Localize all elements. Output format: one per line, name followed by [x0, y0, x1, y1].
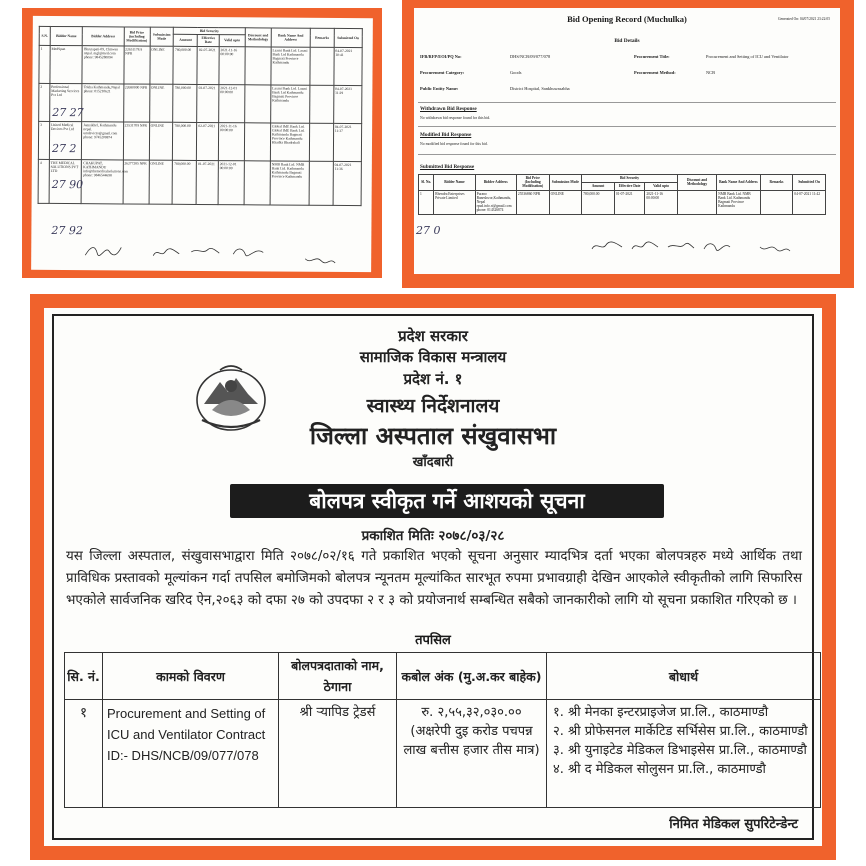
rec-disc [677, 190, 716, 214]
scan-cell-price: 23531709 NPR [123, 122, 149, 160]
rec-h-sn: Sl. No. [419, 175, 434, 191]
scan-h-name: Bidder Name [50, 26, 83, 45]
scan-cell-valid: 2021-11-16 00:00:00 [218, 122, 244, 160]
scan-h-eff: Effective Date [197, 35, 219, 47]
scan-h-valid: Valid upto [219, 35, 245, 47]
scan-cell-address: Jamsikhel, Kathmandu nepal. umdevices@gmail.com phone: 9745200874 [82, 121, 123, 159]
scan-cell-remarks [310, 85, 334, 123]
table-row [38, 159, 361, 205]
scan-cell-disc [245, 84, 271, 122]
scan-cell-remarks [310, 47, 334, 85]
category-row [420, 70, 464, 75]
modified-note: No modified bid response found for this bid. [420, 142, 488, 146]
rec-address: Purano Baneshwor,Kathmandu, Nepal rpud.info.rt@gmail.com phone: 014326874 [475, 190, 516, 214]
withdrawn-heading: Withdrawn Bid Response [420, 106, 477, 112]
scan-hand-1: 27 27 [52, 105, 84, 120]
signature-2 [151, 245, 181, 259]
notice-line-4: स्वास्थ्य निर्देशनालय [366, 395, 500, 417]
rec-h-discount: Discount and Methodology [677, 175, 716, 191]
scan-cell-price: 26277285 NPR [123, 160, 149, 204]
scan-cell-mode: ONLINE [149, 160, 173, 204]
scan-cell-mode: ONLINE [149, 84, 173, 122]
rec-h-address: Bidder Address [475, 175, 516, 191]
rec-h-valid: Valid upto [645, 182, 678, 190]
rec-hand: 27 0 [416, 224, 441, 237]
rec-name: Rhendra Enterprises Private Limited [434, 190, 475, 214]
entity-row [420, 86, 458, 91]
scan-cell-bank: NMB Bank Ltd. NMB Bank Ltd. Kathmandu Kathmandu Bagmati Province Kathmandu [270, 161, 309, 205]
scan-hand-3: 27 90 [51, 177, 84, 192]
tapsil-heading: तपसिल [415, 633, 451, 648]
scan-h-remarks: Remarks [310, 28, 334, 47]
award-amount-words: (अक्षरेपी दुइ करोड पचपन्न लाख बत्तीस हजार तीस मात्र) [403, 724, 540, 758]
rec-h-remarks: Remarks [760, 175, 793, 191]
scan-cell-name: Professional Marketing Services Pvt Ltd [49, 83, 82, 121]
rec-bank: NMB Bank Ltd. NMB Bank Ltd. Kathmandu Bagmati Province Kathmandu [717, 190, 761, 214]
signature-8 [666, 238, 696, 252]
award-h-work: कामको विवरण [103, 653, 279, 700]
category-value: Goods [510, 70, 522, 75]
notice-banner: बोलपत्र स्वीकृत गर्ने आशयको सूचना [230, 484, 664, 518]
scan-cell-disc [244, 122, 270, 160]
bid-record-generated: Generated On: 04/07/2021 23:22:05 [777, 17, 830, 21]
award-table [64, 652, 821, 808]
rec-h-submitted: Submitted On [793, 175, 826, 191]
scan-hand-2: 27 2 [51, 141, 77, 156]
scan-h-address: Bidder Address [83, 27, 124, 46]
rec-sn: 1 [419, 190, 434, 214]
rec-h-bank: Bank Name And Address [717, 175, 761, 191]
rec-h-price: Bid Price (Including Modification) [516, 175, 549, 191]
scan-h-price: Bid Price (including Modification) [124, 27, 150, 46]
rec-amount: 780,000.00 [582, 190, 615, 214]
rec-valid: 2021-11-16 00:00:00 [645, 190, 678, 214]
scan-h-security: Bid Security [174, 27, 246, 35]
rec-submitted: 04-07-2021 11:42 [793, 190, 826, 214]
scan-h-sn: S.N. [39, 26, 50, 45]
table-row [39, 83, 362, 123]
scan-cell-submitted: 04-07-2021 11:37 [333, 123, 362, 161]
scan-cell-eff: 02-07-2021 [197, 46, 219, 84]
published-date: प्रकाशित मितिः २०७८/०३/२८ [361, 528, 505, 544]
award-h-amount: कबोल अंक (मु.अ.कर बाहेक) [397, 653, 547, 700]
notice-border [52, 314, 814, 840]
signature-6 [590, 238, 624, 252]
notice-paper [44, 308, 822, 846]
scan-cell-address: Bhrutapati-09, Chitwan nepal. mgl@med.com phone: 9845280094 [82, 45, 123, 83]
scan-cell-bank: Laxmi Bank Ltd. Laxmi Bank Ltd Kathmandu Bagmati Province Kathmandu [271, 47, 310, 85]
scan-cell-valid: 2021-11-16 00:00:00 [219, 46, 245, 84]
scan-cell-sn: 4 [38, 159, 49, 203]
notice-line-6: खाँदबारी [412, 455, 454, 470]
rec-h-amount: Amount [582, 182, 615, 190]
signatory: निमित मेडिकल सुपरिटेन्डेन्ट [669, 817, 798, 832]
scan-cell-valid: 2021-12-01 00:00:00 [218, 160, 244, 204]
withdrawn-note: No withdrawn bid response found for this bid. [420, 116, 491, 120]
category-label: Procurement Category: [420, 70, 465, 75]
signature-7 [630, 238, 660, 252]
rec-h-security: Bid Security [582, 175, 678, 183]
ifb-value: DHS/NCB/09/077/078 [510, 54, 551, 59]
scan-h-submitted: Submitted On [334, 28, 362, 47]
scan-h-discount: Discount and Methodology [245, 28, 271, 47]
table-row [39, 45, 362, 85]
award-amount-cell [397, 700, 547, 808]
scan-cell-eff: 01-07-2021 [196, 160, 218, 204]
scan-cell-disc [245, 46, 271, 84]
entity-value: District Hospital, Sankhuwasabha [510, 86, 570, 91]
notice-line-3: प्रदेश नं. १ [403, 370, 463, 388]
scan-cell-price: 22680000 NPR [123, 84, 149, 122]
cc-item: २. श्री प्रोफेसनल मार्केटिड सर्भिसेस प्रा.लि., काठमाण्डौ [553, 724, 808, 739]
scan-cell-mode: ONLINE [149, 46, 173, 84]
rec-h-mode: Submission Mode [549, 175, 582, 191]
cc-item: १. श्री मेनका इन्टरप्राइजेज प्रा.लि., काठमाण्डौ [553, 705, 769, 720]
scan-cell-amount: 780,000.00 [173, 122, 197, 160]
modified-heading: Modified Bid Response [420, 132, 472, 138]
method-row [634, 70, 676, 75]
scan-cell-amount: 780,000.00 [172, 160, 196, 204]
scan-cell-submitted: 04-07-2021 10:41 [334, 47, 363, 85]
scan-cell-eff: 03-07-2021 [197, 84, 219, 122]
notice-line-5: जिल्ला अस्पताल संखुवासभा [309, 422, 557, 450]
notice-line-2: सामाजिक विकास मन्त्रालय [359, 348, 507, 366]
bid-record-title: Bid Opening Record (Muchulka) [567, 14, 687, 24]
scan-cell-sn: 1 [39, 45, 50, 83]
scan-cell-name: MedSpan [50, 45, 83, 83]
scan-cell-sn: 3 [38, 121, 49, 159]
submitted-bid-table [418, 174, 826, 215]
signature-3 [189, 243, 221, 257]
signature-4 [231, 243, 265, 257]
entity-label: Public Entity Name: [420, 86, 459, 91]
notice-line-1: प्रदेश सरकार [398, 327, 468, 345]
rec-mode: ONLINE [549, 190, 582, 214]
scan-bid-table [38, 26, 363, 206]
scan-cell-submitted: 04-07-2021 11:36 [333, 161, 362, 205]
scan-cell-amount: 780,000.00 [173, 46, 197, 84]
scan-cell-remarks [309, 161, 333, 205]
scan-table-frame [22, 8, 382, 278]
proc-title-value: Procurement and Setting of ICU and Ventilator [706, 54, 789, 59]
table-row [419, 190, 826, 214]
scan-cell-eff: 02-07-2021 [197, 122, 219, 160]
scan-cell-address: Tokha Kathmandu,Nepal phone: 015210621 [82, 83, 123, 121]
bid-record-frame [402, 0, 854, 288]
table-row [65, 700, 821, 808]
signature-9 [702, 238, 732, 252]
cc-item: ४. श्री द मेडिकल सोलुसन प्रा.लि., काठमाण्डौ [553, 762, 766, 777]
rec-remarks [760, 190, 793, 214]
scan-cell-submitted: 04-07-2021 11:29 [333, 85, 362, 123]
award-cc-cell [547, 700, 821, 808]
ifb-label: IFB/RFP/EOI/PQ No: [420, 54, 462, 59]
scan-cell-mode: ONLINE [149, 122, 173, 160]
scan-cell-bank: Laxmi Bank Ltd. Laxmi Bank Ltd Kathmandu Bagmati Province Kathmandu [271, 85, 310, 123]
notice-frame [30, 294, 836, 860]
bid-details-heading: Bid Details [614, 38, 640, 44]
scan-h-amount: Amount [174, 35, 198, 47]
rec-h-eff: Effective Date [614, 182, 644, 190]
scan-cell-amount: 780,000.00 [173, 84, 197, 122]
proc-title-label: Procurement Title: [634, 54, 670, 59]
scan-cell-bank: Global IME Bank Ltd. Global IME Bank Ltd. Kathmandu Bagmati Province Kathmandu Khadka Bhadrakali [270, 123, 309, 161]
scan-cell-valid: 2021-12-01 00:00:00 [219, 84, 245, 122]
scan-cell-price: 22651178.9 NPR [123, 46, 149, 84]
scan-cell-remarks [309, 123, 333, 161]
award-bidder: श्री र्‍यापिड ट्रेडर्स [279, 700, 397, 808]
signature-1 [83, 242, 123, 256]
scan-cell-sn: 2 [39, 83, 50, 121]
scan-h-bank: Bank Name And Address [271, 28, 310, 47]
scan-cell-address: CHAKUPAT, KATHMANDU info@themedicalsolutions.com phone: 9846544698 [81, 159, 122, 203]
award-sn: १ [65, 700, 103, 808]
method-value: NCB [706, 70, 716, 75]
signature-10 [758, 240, 792, 254]
award-h-bidder: बोलपत्रदाताको नाम, ठेगाना [279, 653, 397, 700]
signature-5 [303, 252, 337, 266]
cc-item: ३. श्री युनाइटेड मेडिकल डिभाइसेस प्रा.लि., काठमाण्डौ [553, 743, 807, 758]
scan-hand-4: 27 92 [51, 223, 83, 238]
scan-cell-name: THE MEDICAL SOLUTIONS PVT LTD [49, 159, 82, 203]
rec-price: 25536860 NPR [516, 190, 549, 214]
scan-table-paper [31, 16, 373, 272]
method-label: Procurement Method: [634, 70, 676, 75]
bid-record-paper [414, 8, 840, 274]
scan-cell-name: United Medical Devices Pvt Ltd [49, 121, 82, 159]
award-h-sn: सि. नं. [65, 653, 103, 700]
award-amount: रु. २,५५,३२,०३०.०० [421, 705, 522, 720]
notice-paragraph: यस जिल्ला अस्पताल, संखुवासभाद्वारा मिति २०७८/०२/१६ गते प्रकाशित भएको सूचना अनुसार म्यादभित्र दर्ता भएका बोलपत्रहरु मध्ये आर्थिक तथा प्राविधिक प्रस्तावको मूल्यांकन गर्दा तपसिल बमोजिमको बोलपत्र न्यूनतम मूल्यांकित सारभूत रुपमा प्रभावग्राही देखिन आएकोले स्वीकृतीको लागि सिफारिस भएकोले सार्वजनिक खरिद ऐन,२०६३ को दफा २७ को उपदफा २ र ३ को प्रयोजनार्थ सम्बन्धित सबैको जानकारीको लागि यो सूचना प्रकाशित गरिएको छ । [66, 549, 802, 608]
scan-h-mode: Submission Mode [150, 27, 174, 46]
scan-cell-disc [244, 160, 270, 204]
award-work: Procurement and Setting of ICU and Ventilator Contract ID:- DHS/NCB/09/077/078 [103, 700, 279, 808]
award-h-bodhartha: बोधार्थ [547, 653, 821, 700]
proc-title-row [634, 54, 670, 59]
ifb-row [420, 54, 462, 59]
submitted-heading: Submitted Bid Response [420, 164, 475, 170]
rec-h-name: Bidder Name [434, 175, 475, 191]
table-row [38, 121, 361, 161]
rec-eff: 01-07-2021 [614, 190, 644, 214]
